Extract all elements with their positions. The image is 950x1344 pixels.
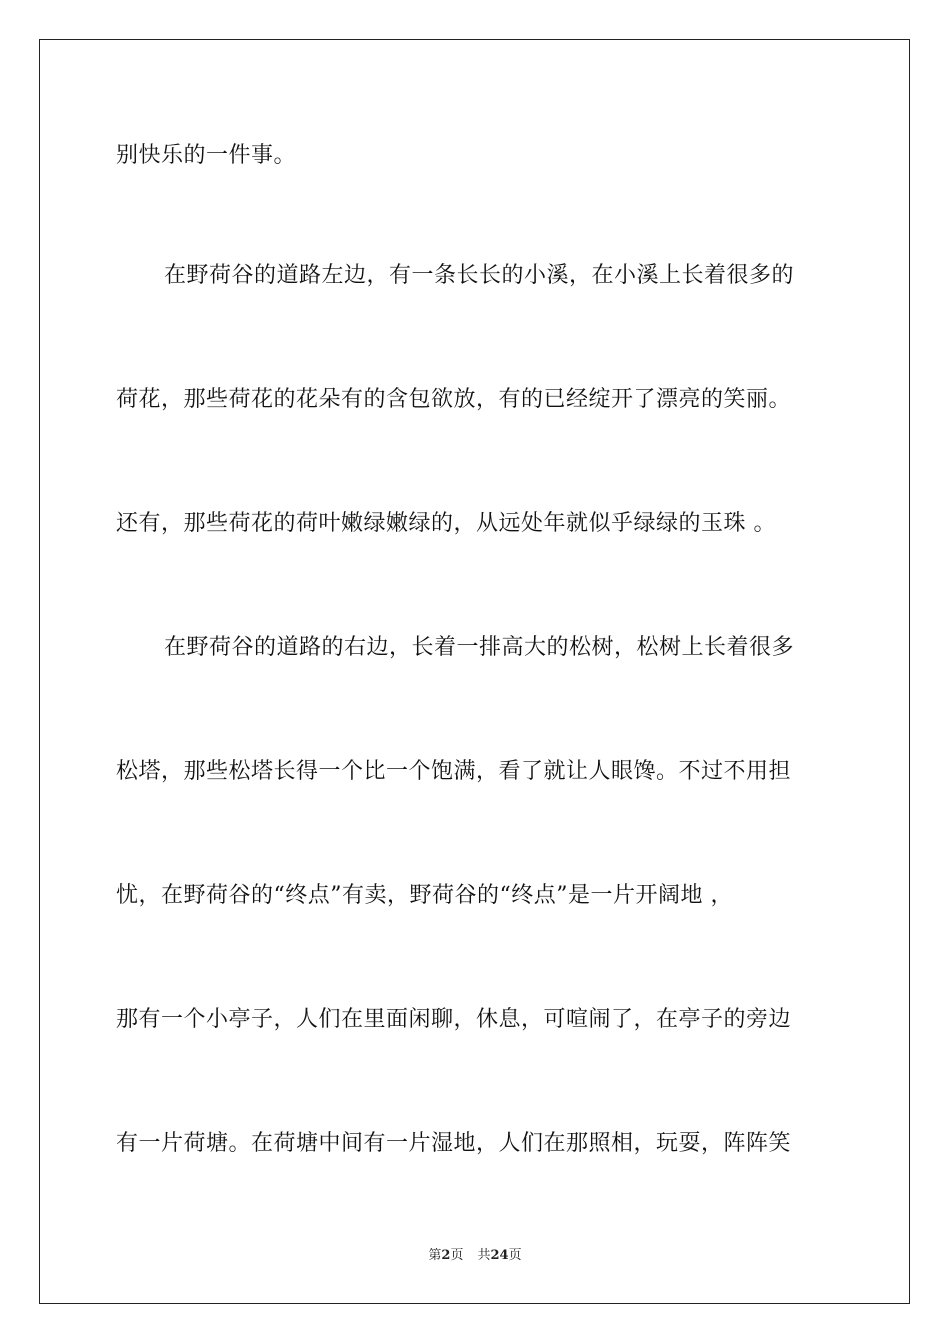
footer-total-prefix: 共: [477, 1248, 491, 1263]
current-page-number: 2: [441, 1248, 451, 1263]
text-line-5: 在野荷谷的道路的右边，长着一排高大的松树，松树上长着很多: [164, 635, 795, 660]
footer-page-unit: 页: [450, 1248, 464, 1263]
footer-prefix: 第: [428, 1248, 442, 1263]
text-line-2: 在野荷谷的道路左边，有一条长长的小溪，在小溪上长着很多的: [164, 263, 795, 288]
total-pages-number: 24: [490, 1248, 509, 1263]
text-line-9: 有一片荷塘。在荷塘中间有一片湿地，人们在那照相，玩耍，阵阵笑: [116, 1131, 792, 1156]
footer-total-unit: 页: [508, 1248, 522, 1263]
text-line-1: 别快乐的一件事。: [116, 143, 297, 168]
text-line-4: 还有，那些荷花的荷叶嫩绿嫩绿的，从远处年就似乎绿绿的玉珠 。: [116, 511, 776, 536]
page-footer: [0, 1247, 950, 1265]
text-line-8: 那有一个小亭子，人们在里面闲聊，休息，可喧闹了，在亭子的旁边: [116, 1007, 792, 1032]
text-line-7: 忧，在野荷谷的“终点”有卖，野荷谷的“终点”是一片开阔地 ，: [116, 883, 733, 908]
text-line-3: 荷花，那些荷花的花朵有的含包欲放，有的已经绽开了漂亮的笑丽。: [116, 387, 792, 412]
page-border: [39, 39, 910, 1304]
text-line-6: 松塔，那些松塔长得一个比一个饱满，看了就让人眼馋。不过不用担: [116, 759, 792, 784]
